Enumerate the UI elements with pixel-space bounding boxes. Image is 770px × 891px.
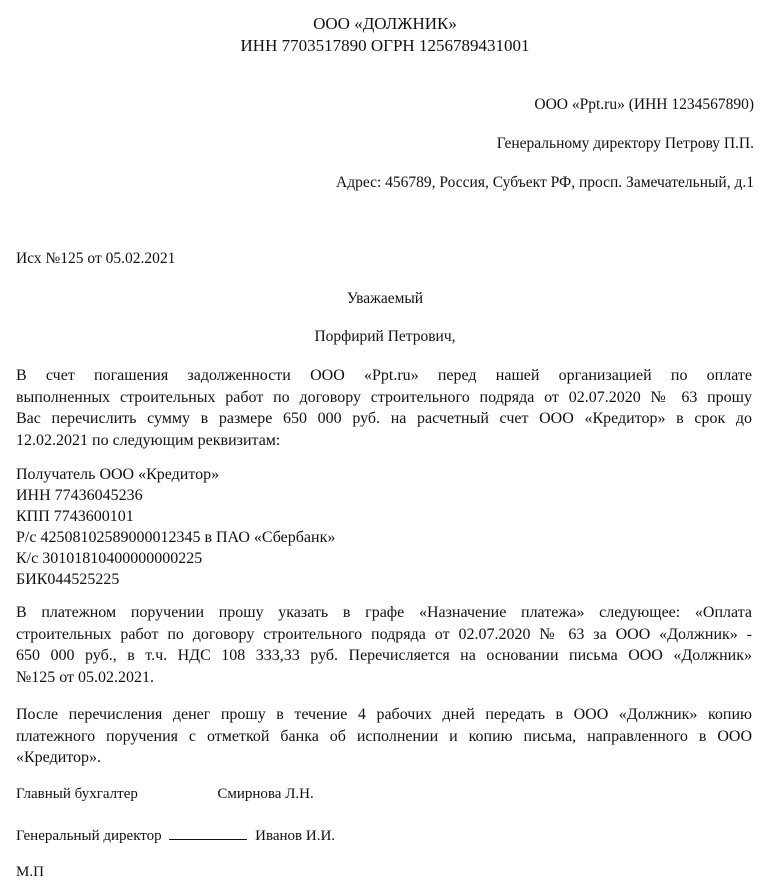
accountant-signature [16,786,314,803]
paragraph-line: платежного поручения с отметкой банка об исполнении и копию письма, направленного в ООО [16,727,752,745]
paragraph-line: 12.02.2021 по следующим реквизитам: [16,431,281,449]
addressee-to: Генеральному директору Петрову П.П. [496,135,754,152]
company-ids: ИНН 7703517890 ОГРН 1256789431001 [240,36,530,55]
requisites-block [16,464,335,590]
requisite-inn: ИНН 77436045236 [16,487,143,504]
requisite-kpp: КПП 7743600101 [16,508,134,525]
accountant-title: Главный бухгалтер [16,786,138,802]
requisite-recipient: Получатель ООО «Кредитор» [16,466,220,483]
addressee-org: ООО «Ppt.ru» (ИНН 1234567890) [534,96,754,113]
paragraph-line: №125 от 05.02.2021. [16,668,155,686]
paragraph-payment-purpose [16,602,752,688]
director-name: Иванов И.И. [255,828,336,844]
greeting-line1: Уважаемый [346,290,424,307]
outgoing-number: Исх №125 от 05.02.2021 [16,250,176,267]
signature-line [169,825,247,840]
greeting-line2: Порфирий Петрович, [314,328,456,345]
requisite-bik: БИК044525225 [16,571,120,588]
paragraph-after-transfer [16,704,752,769]
paragraph-line: выполненных строительных работ по договору строительного подряда от 02.07.2020 № 63 прошу [16,388,752,406]
company-name: ООО «ДОЛЖНИК» [313,14,457,33]
paragraph-line: 650 000 руб., в т.ч. НДС 108 333,33 руб. Перечисляется на основании письма ООО «Должник» [16,647,752,664]
paragraph-line: В платежном поручении прошу указать в графе «Назначение платежа» следующее: «Оплата [16,604,752,621]
paragraph-payment-request [16,365,752,451]
paragraph-line: В счет погашения задолженности ООО «Ppt.ru» перед нашей организацией по оплате [16,367,752,384]
director-signature [16,825,335,845]
requisite-account: Р/с 42508102589000012345 в ПАО «Сбербанк» [16,529,336,546]
paragraph-line: После перечисления денег прошу в течение 4 рабочих дней передать в ООО «Должник» копию [16,706,752,723]
paragraph-line: строительных работ по договору строительного подряда от 02.07.2020 № 63 за ООО «Должник» - [16,625,752,643]
stamp-mark: М.П [16,864,44,880]
paragraph-line: Вас перечислить сумму в размере 650 000 руб. на расчетный счет ООО «Кредитор» в срок до [16,410,752,427]
addressee-address: Адрес: 456789, Россия, Субъект РФ, просп. Замечательный, д.1 [336,174,754,191]
director-title: Генеральный директор [16,828,162,844]
paragraph-line: «Кредитор». [16,749,102,766]
requisite-corr-account: К/с 30101810400000000225 [16,550,203,567]
accountant-name: Смирнова Л.Н. [217,786,314,802]
